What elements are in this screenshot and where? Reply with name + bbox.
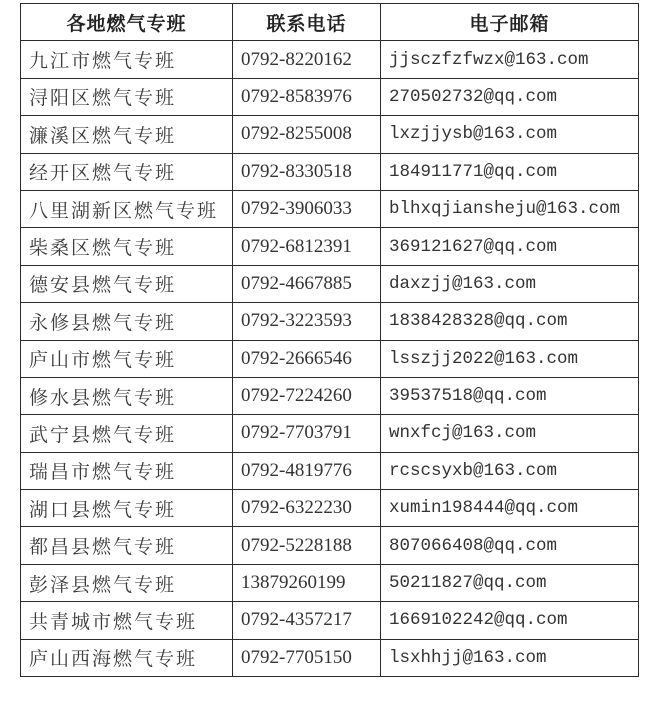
table-header-row bbox=[21, 4, 639, 41]
table-row bbox=[21, 639, 639, 676]
table-row bbox=[21, 303, 639, 340]
table-row bbox=[21, 78, 639, 115]
phone-cell: 0792-2666546 bbox=[233, 340, 381, 377]
email-cell: 369121627@qq.com bbox=[381, 228, 639, 265]
email-cell: 50211827@qq.com bbox=[381, 564, 639, 601]
table-row bbox=[21, 265, 639, 302]
table-row bbox=[21, 564, 639, 601]
header-phone: 联系电话 bbox=[233, 4, 381, 41]
unit-cell: 共青城市燃气专班 bbox=[21, 602, 233, 639]
email-cell: 1669102242@qq.com bbox=[381, 602, 639, 639]
table-row bbox=[21, 41, 639, 78]
gas-contact-sheet bbox=[20, 3, 638, 677]
phone-cell: 0792-5228188 bbox=[233, 527, 381, 564]
phone-cell: 0792-3906033 bbox=[233, 190, 381, 227]
unit-cell: 瑞昌市燃气专班 bbox=[21, 452, 233, 489]
email-cell: 184911771@qq.com bbox=[381, 153, 639, 190]
table-row bbox=[21, 340, 639, 377]
table-row bbox=[21, 190, 639, 227]
phone-cell: 0792-8255008 bbox=[233, 116, 381, 153]
table-row bbox=[21, 377, 639, 414]
header-email: 电子邮箱 bbox=[381, 4, 639, 41]
unit-cell: 经开区燃气专班 bbox=[21, 153, 233, 190]
email-cell: xumin198444@qq.com bbox=[381, 490, 639, 527]
email-cell: daxzjj@163.com bbox=[381, 265, 639, 302]
unit-cell: 庐山市燃气专班 bbox=[21, 340, 233, 377]
table-row bbox=[21, 228, 639, 265]
email-cell: 39537518@qq.com bbox=[381, 377, 639, 414]
table-row bbox=[21, 527, 639, 564]
email-cell: lsxhhjj@163.com bbox=[381, 639, 639, 676]
email-cell: lxzjjysb@163.com bbox=[381, 116, 639, 153]
email-cell: blhxqjiansheju@163.com bbox=[381, 190, 639, 227]
unit-cell: 武宁县燃气专班 bbox=[21, 415, 233, 452]
email-cell: wnxfcj@163.com bbox=[381, 415, 639, 452]
email-cell: lsszjj2022@163.com bbox=[381, 340, 639, 377]
phone-cell: 0792-6812391 bbox=[233, 228, 381, 265]
phone-cell: 0792-6322230 bbox=[233, 490, 381, 527]
unit-cell: 彭泽县燃气专班 bbox=[21, 564, 233, 601]
email-cell: 270502732@qq.com bbox=[381, 78, 639, 115]
phone-cell: 13879260199 bbox=[233, 564, 381, 601]
unit-cell: 永修县燃气专班 bbox=[21, 303, 233, 340]
phone-cell: 0792-7703791 bbox=[233, 415, 381, 452]
unit-cell: 湖口县燃气专班 bbox=[21, 490, 233, 527]
unit-cell: 都昌县燃气专班 bbox=[21, 527, 233, 564]
phone-cell: 0792-8583976 bbox=[233, 78, 381, 115]
table-row bbox=[21, 415, 639, 452]
header-unit: 各地燃气专班 bbox=[21, 4, 233, 41]
phone-cell: 0792-4667885 bbox=[233, 265, 381, 302]
email-cell: 807066408@qq.com bbox=[381, 527, 639, 564]
unit-cell: 濂溪区燃气专班 bbox=[21, 116, 233, 153]
phone-cell: 0792-7224260 bbox=[233, 377, 381, 414]
phone-cell: 0792-8330518 bbox=[233, 153, 381, 190]
table-row bbox=[21, 116, 639, 153]
gas-contact-table bbox=[20, 3, 639, 677]
table-row bbox=[21, 153, 639, 190]
unit-cell: 德安县燃气专班 bbox=[21, 265, 233, 302]
table-body bbox=[21, 41, 639, 677]
table-row bbox=[21, 490, 639, 527]
phone-cell: 0792-3223593 bbox=[233, 303, 381, 340]
email-cell: jjsczfzfwzx@163.com bbox=[381, 41, 639, 78]
phone-cell: 0792-7705150 bbox=[233, 639, 381, 676]
email-cell: rcscsyxb@163.com bbox=[381, 452, 639, 489]
unit-cell: 修水县燃气专班 bbox=[21, 377, 233, 414]
phone-cell: 0792-4819776 bbox=[233, 452, 381, 489]
table-row bbox=[21, 452, 639, 489]
table-row bbox=[21, 602, 639, 639]
unit-cell: 柴桑区燃气专班 bbox=[21, 228, 233, 265]
unit-cell: 九江市燃气专班 bbox=[21, 41, 233, 78]
phone-cell: 0792-4357217 bbox=[233, 602, 381, 639]
email-cell: 1838428328@qq.com bbox=[381, 303, 639, 340]
unit-cell: 庐山西海燃气专班 bbox=[21, 639, 233, 676]
unit-cell: 八里湖新区燃气专班 bbox=[21, 190, 233, 227]
phone-cell: 0792-8220162 bbox=[233, 41, 381, 78]
unit-cell: 浔阳区燃气专班 bbox=[21, 78, 233, 115]
